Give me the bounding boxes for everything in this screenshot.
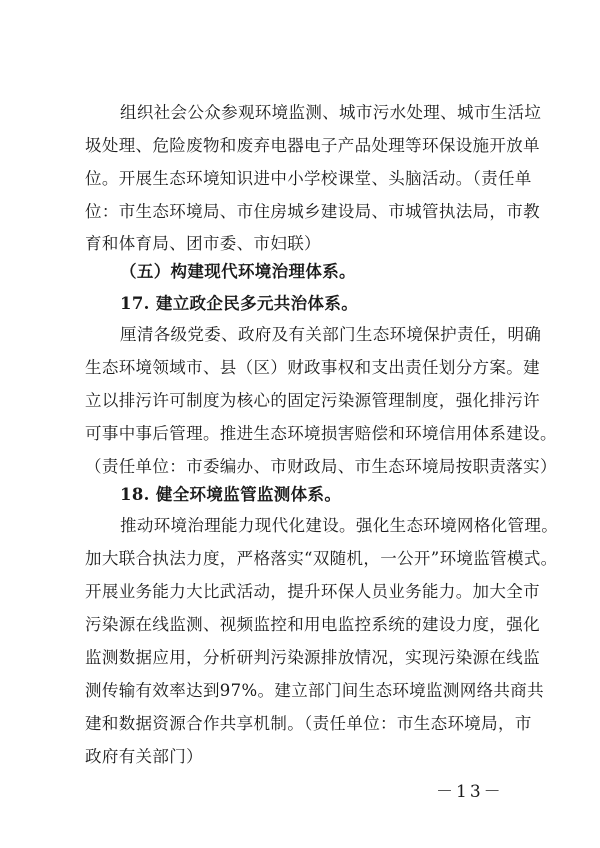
paragraph-line: 污染源在线监测、视频监控和用电监控系统的建设力度，强化 — [85, 615, 540, 634]
paragraph-line: 政府有关部门） — [85, 747, 203, 766]
paragraph-line: （责任单位：市委编办、市财政局、市生态环境局按职责落实） — [85, 457, 557, 476]
paragraph-line: 推动环境治理能力现代化建设。强化生态环境网格化管理。 — [120, 516, 559, 535]
paragraph-line: 建和数据资源合作共享机制。（责任单位：市生态环境局，市 — [85, 714, 532, 733]
paragraph-line: 可事中事后管理。推进生态环境损害赔偿和环境信用体系建设。 — [85, 424, 557, 443]
paragraph-line: 育和体育局、团市委、市妇联） — [85, 234, 321, 253]
paragraph-line: 开展业务能力大比武活动，提升环保人员业务能力。加大全市 — [85, 582, 540, 601]
paragraph-line: 立以排污许可制度为核心的固定污染源管理制度，强化排污许 — [85, 391, 540, 410]
page-number: －13－ — [436, 782, 504, 802]
paragraph-line: 监测数据应用，分析研判污染源排放情况，实现污染源在线监 — [85, 648, 540, 667]
paragraph-line: 加大联合执法力度，严格落实“双随机，一公开”环境监管模式。 — [85, 549, 558, 568]
paragraph-line: 厘清各级党委、政府及有关部门生态环境保护责任，明确 — [120, 325, 542, 344]
subsection-heading: 18. 健全环境监管监测体系。 — [120, 485, 342, 504]
section-heading: （五）构建现代环境治理体系。 — [120, 262, 356, 281]
paragraph-line: 位：市生态环境局、市住房城乡建设局、市城管执法局，市教 — [85, 202, 540, 221]
paragraph-line: 位。开展生态环境知识进中小学校课堂、头脑活动。（责任单 — [85, 169, 532, 188]
paragraph-line: 组织社会公众参观环境监测、城市污水处理、城市生活垃 — [120, 103, 542, 122]
paragraph-line: 圾处理、危险废物和废弃电器电子产品处理等环保设施开放单 — [85, 136, 540, 155]
paragraph-line: 测传输有效率达到97%。建立部门间生态环境监测网络共商共 — [85, 681, 544, 700]
subsection-heading: 17. 建立政企民多元共治体系。 — [120, 294, 359, 313]
paragraph-line: 生态环境领域市、县（区）财政事权和支出责任划分方案。建 — [85, 358, 540, 377]
